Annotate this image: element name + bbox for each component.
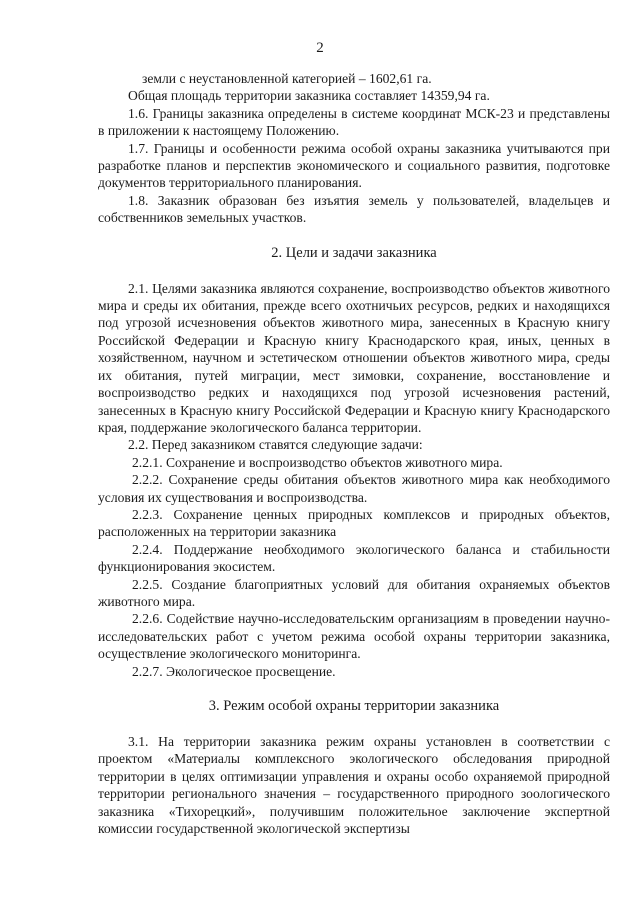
paragraph-2-1: 2.1. Целями заказника являются сохранение, воспроизводство объектов животного мира и среды их обитания, прежде всего охотничьих ресурсов, редких и находящихся под угрозой исчезновения объектов животного мира, занесенных в Красную книгу Российской Федерации и Красную книгу Краснодарского края, иных, ценных в хозяйственном, научном и эстетическом отношении объектов животного мира, среды их обитания, путей миграции, мест зимовки, сохранение, восстановление и воспроизводство редких и находящихся под угрозой исчезновения растений, занесенных в Красную книгу Российской Федерации и Красную книгу Краснодарского края, поддержание экологического баланса территории.: [98, 280, 610, 435]
task-2-2-4: 2.2.4. Поддержание необходимого экологического баланса и стабильности функционирования экосистем.: [98, 541, 610, 575]
task-2-2-3: 2.2.3. Сохранение ценных природных комплексов и природных объектов, расположенных на территории заказника: [98, 506, 610, 540]
task-2-2-1: 2.2.1. Сохранение и воспроизводство объектов животного мира.: [132, 454, 503, 470]
task-2-2-2: 2.2.2. Сохранение среды обитания объектов животного мира как необходимого условия их существования и воспроизводства.: [98, 472, 610, 505]
paragraph-1-8: 1.8. Заказник образован без изъятия земель у пользователей, владельцев и собственников земельных участков.: [98, 192, 610, 226]
page-number: 2: [316, 40, 324, 56]
section-3-heading: 3. Режим особой охраны территории заказника: [208, 698, 500, 714]
section-2-heading: 2. Цели и задачи заказника: [271, 244, 437, 261]
task-2-2-5: 2.2.5. Создание благоприятных условий для обитания охраняемых объектов животного мира.: [98, 576, 610, 609]
paragraph-land-category: земли с неустановленной категорией – 1602,61 га.: [142, 71, 432, 86]
task-2-2-7: 2.2.7. Экологическое просвещение.: [132, 663, 336, 679]
task-2-2-6: 2.2.6. Содействие научно-исследовательским организациям в проведении научно-исследовательских работ с учетом режима особой охраны территории заказника, осуществление экологического мониторинга.: [98, 611, 610, 662]
paragraph-total-area: Общая площадь территории заказника составляет 14359,94 га.: [128, 88, 490, 104]
paragraph-3-1: 3.1. На территории заказника режим охраны установлен в соответствии с проектом «Материалы комплексного экологического обследования природной территории в целях оптимизации управления и охраны особо охраняемой природной территории регионального значения – государственного природного зоологического заказника «Тихорецкий», получившим положительное заключение экспертной комиссии государственной экологической экспертизы: [98, 734, 610, 837]
paragraph-1-7: 1.7. Границы и особенности режима особой охраны заказника учитываются при разработке планов и перспектив экономического и социального развития, подготовке документов территориального планирования.: [98, 140, 610, 191]
paragraph-2-2: 2.2. Перед заказником ставятся следующие задачи:: [128, 437, 423, 453]
document-body: [98, 70, 610, 837]
paragraph-1-6: 1.6. Границы заказника определены в системе координат МСК-23 и представлены в приложении к настоящему Положению.: [98, 105, 610, 139]
